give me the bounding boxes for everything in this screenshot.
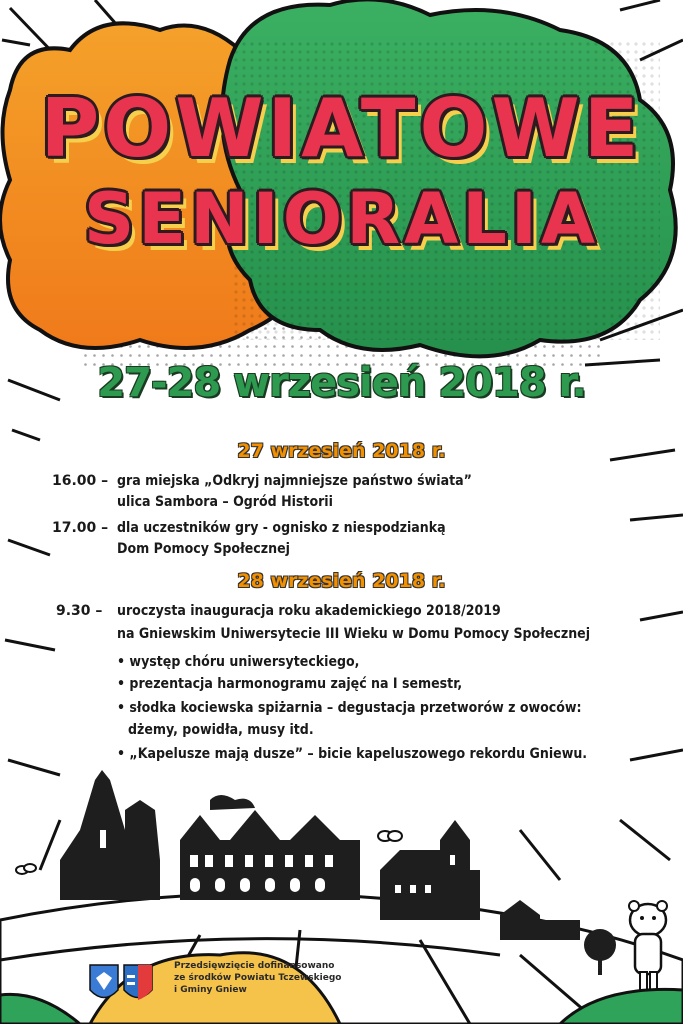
title-line-1: POWIATOWE [40, 82, 643, 175]
day1-event1-line1: gra miejska „Odkryj najmniejsze państwo świata” [117, 473, 472, 489]
sponsor-line-3: i Gminy Gniew [174, 985, 247, 995]
day2-bullet-3: • słodka kociewska spiżarnia – degustacja przetworów z owoców: [117, 700, 582, 716]
day1-heading: 27 wrzesień 2018 r. [237, 440, 446, 462]
day2-bullet-4: • „Kapelusze mają dusze” – bicie kapeluszowego rekordu Gniewu. [117, 746, 588, 762]
day1-event2-line1: dla uczestników gry - ognisko z niespodzianką [117, 520, 446, 536]
coat-of-arms-gniew-icon [90, 965, 118, 998]
day1-event2-line2: Dom Pomocy Społecznej [117, 541, 290, 557]
day1-event2-time: 17.00 – [52, 520, 109, 536]
day2-bullet-2: • prezentacja harmonogramu zajęć na I semestr, [117, 676, 463, 692]
day1-event1-line2: ulica Sambora – Ogród Historii [117, 494, 333, 510]
sponsor-line-2: ze środków Powiatu Tczewskiego [174, 973, 342, 983]
day2-heading: 28 wrzesień 2018 r. [237, 570, 446, 592]
event-dates: 27-28 wrzesień 2018 r. [97, 360, 586, 406]
day2-event-time: 9.30 – [56, 603, 103, 619]
day2-bullet-3-continued: dżemy, powidła, musy itd. [128, 722, 314, 738]
title-line-2: SENIORALIA [83, 178, 600, 260]
day2-event-line1: uroczysta inauguracja roku akademickiego 2018/2019 [117, 603, 501, 619]
coat-of-arms-powiat-icon [124, 965, 152, 1000]
sponsor-line-1: Przedsięwzięcie dofinansowano [174, 961, 335, 971]
day2-bullet-1: • występ chóru uniwersyteckiego, [117, 654, 360, 670]
sponsor-note [174, 960, 341, 996]
day1-event1-time: 16.00 – [52, 473, 109, 489]
day2-event-line2: na Gniewskim Uniwersytecie III Wieku w Domu Pomocy Społecznej [117, 626, 591, 642]
